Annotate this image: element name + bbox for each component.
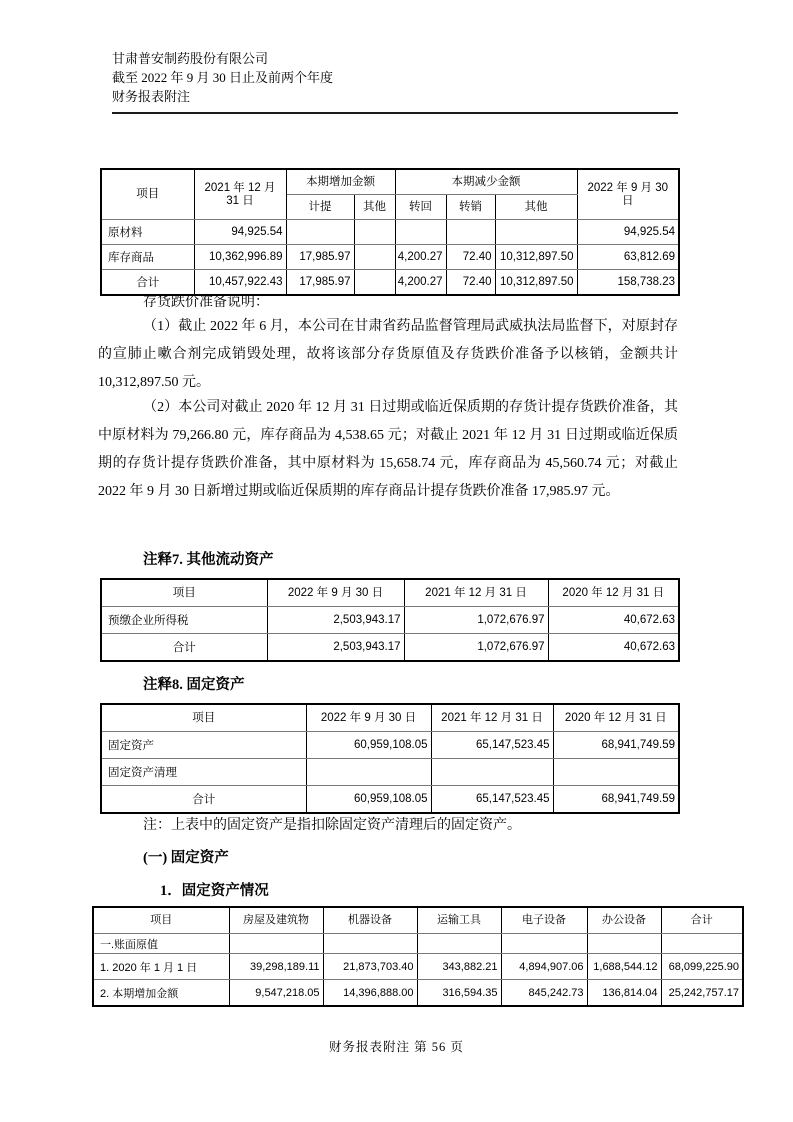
row-label-cell: 固定资产 [101,732,306,759]
value-cell: 40,672.63 [548,607,679,634]
report-period: 截至 2022 年 9 月 30 日止及前两个年度 [112,70,334,85]
table-header-row [101,704,679,732]
col-header-item: 项目 [101,169,194,220]
value-cell [431,759,553,786]
col-header-2021: 2021 年 12 月 31 日 [431,704,553,732]
letterhead [112,49,333,106]
value-cell: 40,672.63 [548,634,679,662]
table-section-row [93,934,743,954]
value-cell: 343,882.21 [417,954,501,980]
value-cell [446,220,495,245]
value-cell: 4,200.27 [395,245,446,270]
col-header-decrease-group: 本期减少金额 [395,169,577,195]
value-cell: 94,925.54 [194,220,286,245]
value-cell: 39,298,189.11 [229,954,323,980]
provision-note-paragraph-1: （1）截止 2022 年 6 月，本公司在甘肃省药品监督管理局武威执法局监督下，对原封存的宣肺止嗽合剂完成销毁处理，故将该部分存货原值及存货跌价准备予以核销，金额共计 10,312,897.50 元。 [98,319,678,390]
value-cell [323,934,417,954]
note7-title: 注释7. 其他流动资产 [143,552,274,568]
value-cell: 68,941,749.59 [553,732,679,759]
value-cell: 72.40 [446,245,495,270]
value-cell: 1,688,544.12 [587,954,661,980]
table-row [101,245,679,270]
value-cell: 10,457,922.43 [194,270,286,296]
value-cell: 1,072,676.97 [404,607,548,634]
col-header-closing: 2022 年 9 月 30 日 [577,169,679,220]
col-header-2020: 2020 年 12 月 31 日 [548,579,679,607]
table-row [101,759,679,786]
col-header-writeoff: 转销 [446,195,495,220]
value-cell [354,270,395,296]
section-fixed-assets: (一) 固定资产 [143,850,229,866]
row-label-cell: 1. 2020 年 1 月 1 日 [93,954,229,980]
value-cell: 65,147,523.45 [431,786,553,814]
value-cell [587,934,661,954]
document-title: 财务报表附注 [112,89,191,104]
value-cell [661,934,743,954]
row-label-cell: 预缴企业所得税 [101,607,267,634]
value-cell: 10,362,996.89 [194,245,286,270]
value-cell [495,220,577,245]
value-cell: 94,925.54 [577,220,679,245]
table-header-row [93,907,743,934]
row-label-cell: 库存商品 [101,245,194,270]
value-cell: 10,312,897.50 [495,270,577,296]
col-header-vehicles: 运输工具 [417,907,501,934]
row-label-cell: 合计 [101,634,267,662]
col-header-inc-other: 其他 [354,195,395,220]
table-header-row [101,169,679,195]
table-total-row [101,786,679,814]
col-header-item: 项目 [101,579,267,607]
value-cell [354,245,395,270]
col-header-2020: 2020 年 12 月 31 日 [553,704,679,732]
table-total-row [101,634,679,662]
row-label-cell: 固定资产清理 [101,759,306,786]
note8-remark: 注：上表中的固定资产是指扣除固定资产清理后的固定资产。 [143,818,521,833]
value-cell: 21,873,703.40 [323,954,417,980]
provision-note-paragraph-2: （2）本公司对截止 2020 年 12 月 31 日过期或临近保质期的存货计提存货跌价准备，其中原材料为 79,266.80 元，库存商品为 4,538.65 元；对截止 2021 年 12 月 31 日过期或临近保质期的存货计提存货跌价准备，其中原材料为 15,658.74 元，库存商品为 45,560.74 元；对截止 2022 年 9 月 30 日新增过期或临近保质期的库存商品计提存货跌价准备 17,985.97 元。 [98,400,678,499]
fixed-assets-summary-table [100,703,680,814]
table-row [101,220,679,245]
row-label-cell: 合计 [101,270,194,296]
row-label-cell: 原材料 [101,220,194,245]
value-cell [395,220,446,245]
value-cell [501,934,587,954]
value-cell: 68,099,225.90 [661,954,743,980]
table-row [93,980,743,1007]
row-label-cell: 一.账面原值 [93,934,229,954]
col-header-reversal: 转回 [395,195,446,220]
col-header-buildings: 房屋及建筑物 [229,907,323,934]
col-header-opening: 2021 年 12 月 31 日 [194,169,286,220]
value-cell: 2,503,943.17 [267,607,404,634]
value-cell: 14,396,888.00 [323,980,417,1007]
other-current-assets-table [100,578,680,662]
value-cell: 4,200.27 [395,270,446,296]
fixed-assets-detail-table [92,906,744,1007]
value-cell: 1,072,676.97 [404,634,548,662]
row-label-cell: 合计 [101,786,306,814]
value-cell: 136,814.04 [587,980,661,1007]
value-cell [306,759,431,786]
value-cell [417,934,501,954]
value-cell: 158,738.23 [577,270,679,296]
value-cell: 60,959,108.05 [306,732,431,759]
col-header-total: 合计 [661,907,743,934]
col-header-dec-other: 其他 [495,195,577,220]
value-cell: 9,547,218.05 [229,980,323,1007]
col-header-2021: 2021 年 12 月 31 日 [404,579,548,607]
inventory-provision-table [100,168,680,296]
col-header-office: 办公设备 [587,907,661,934]
value-cell: 68,941,749.59 [553,786,679,814]
table-header-row [101,579,679,607]
value-cell: 10,312,897.50 [495,245,577,270]
col-header-machinery: 机器设备 [323,907,417,934]
row-label-cell: 2. 本期增加金额 [93,980,229,1007]
col-header-accrual: 计提 [286,195,354,220]
value-cell: 17,985.97 [286,270,354,296]
value-cell [229,934,323,954]
company-name: 甘肃普安制药股份有限公司 [112,51,269,66]
header-divider [112,112,678,114]
col-header-increase-group: 本期增加金额 [286,169,395,195]
col-header-2022: 2022 年 9 月 30 日 [306,704,431,732]
table-row [101,607,679,634]
table-row [101,732,679,759]
value-cell [286,220,354,245]
value-cell [354,220,395,245]
note8-title: 注释8. 固定资产 [143,677,245,693]
value-cell: 845,242.73 [501,980,587,1007]
page-footer: 财务报表附注 第 56 页 [329,1040,464,1054]
value-cell: 25,242,757.17 [661,980,743,1007]
col-header-item: 项目 [101,704,306,732]
col-header-2022: 2022 年 9 月 30 日 [267,579,404,607]
value-cell: 316,594.35 [417,980,501,1007]
col-header-item: 项目 [93,907,229,934]
col-header-electronics: 电子设备 [501,907,587,934]
value-cell [553,759,679,786]
value-cell: 63,812.69 [577,245,679,270]
provision-note-caption: 存货跌价准备说明： [143,295,269,310]
table-row [93,954,743,980]
value-cell: 72.40 [446,270,495,296]
value-cell: 60,959,108.05 [306,786,431,814]
value-cell: 65,147,523.45 [431,732,553,759]
value-cell: 4,894,907.06 [501,954,587,980]
subsection-fixed-assets-detail: 1．固定资产情况 [160,883,269,899]
value-cell: 2,503,943.17 [267,634,404,662]
value-cell: 17,985.97 [286,245,354,270]
